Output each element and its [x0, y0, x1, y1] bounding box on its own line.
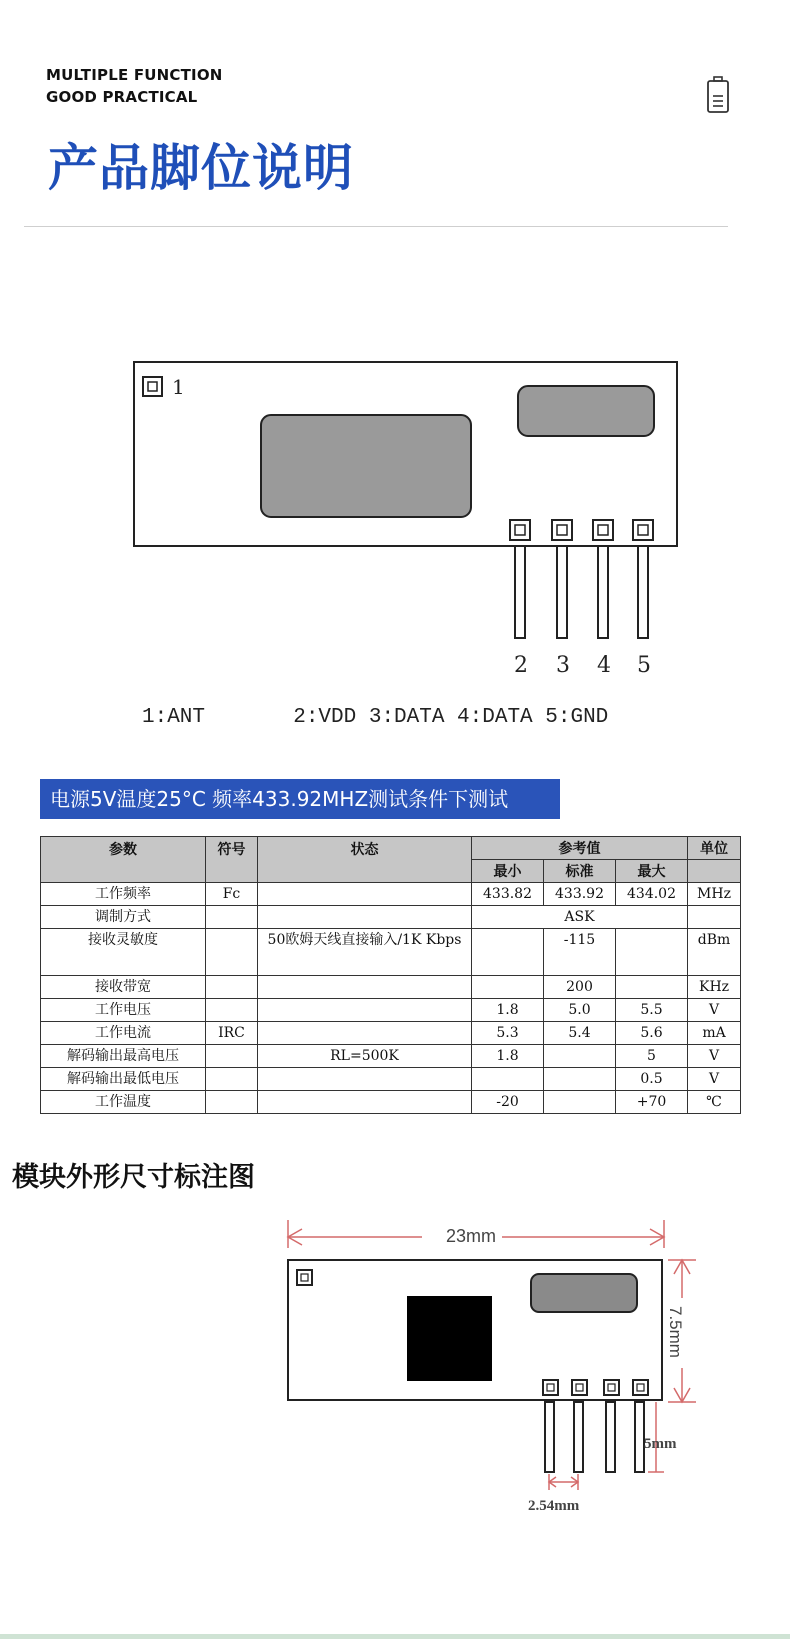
pin-length-label: 5mm: [644, 1436, 677, 1452]
cell-symbol: [206, 1091, 258, 1114]
cell-unit: mA: [688, 1022, 741, 1045]
table-row: [41, 929, 741, 976]
cell-state: 50欧姆天线直接输入/1K Kbps: [258, 929, 472, 976]
spec-table: [40, 836, 741, 1114]
cell-min: [472, 929, 544, 976]
cell-max: 5: [616, 1045, 688, 1068]
cell-param: 解码输出最高电压: [41, 1045, 206, 1068]
width-label: 23mm: [446, 1226, 497, 1246]
cell-symbol: [206, 929, 258, 976]
header-unit-blank: [688, 860, 741, 883]
cell-unit: ℃: [688, 1091, 741, 1114]
pin-diagram: [130, 350, 682, 680]
cell-param: 调制方式: [41, 906, 206, 929]
cell-state: RL=500K: [258, 1045, 472, 1068]
header-symbol: 符号: [206, 837, 258, 883]
cell-unit: V: [688, 1045, 741, 1068]
cell-min: 5.3: [472, 1022, 544, 1045]
battery-icon: [706, 76, 730, 114]
header-typ: 标准: [544, 860, 616, 883]
dim-main-chip: [407, 1296, 492, 1381]
cell-state: [258, 883, 472, 906]
pinout-legend: 1:ANT 2:VDD 3:DATA 4:DATA 5:GND: [142, 706, 609, 729]
cell-state: [258, 976, 472, 999]
cell-param: 工作频率: [41, 883, 206, 906]
cell-state: [258, 1091, 472, 1114]
header-divider: [24, 226, 728, 227]
cell-typ: 5.0: [544, 999, 616, 1022]
tagline-line2: GOOD PRACTICAL: [46, 88, 198, 106]
table-row: [41, 999, 741, 1022]
header-unit: 单位: [688, 837, 741, 860]
cell-param: 解码输出最低电压: [41, 1068, 206, 1091]
cell-typ: 200: [544, 976, 616, 999]
pin-number-3: 3: [556, 653, 570, 678]
cell-max: 5.6: [616, 1022, 688, 1045]
cell-param: 接收灵敏度: [41, 929, 206, 976]
header-max: 最大: [616, 860, 688, 883]
cell-min: [472, 1068, 544, 1091]
header-min: 最小: [472, 860, 544, 883]
cell-unit: KHz: [688, 976, 741, 999]
page-title: 产品脚位说明: [48, 139, 354, 197]
pin-number-4: 4: [597, 653, 611, 678]
table-row: [41, 1068, 741, 1091]
cell-typ: [544, 1091, 616, 1114]
cell-symbol: [206, 1045, 258, 1068]
cell-unit: MHz: [688, 883, 741, 906]
pitch-label: 2.54mm: [528, 1498, 580, 1514]
cell-min: 1.8: [472, 1045, 544, 1068]
cell-param: 工作温度: [41, 1091, 206, 1114]
cell-typ: -115: [544, 929, 616, 976]
cell-max: 434.02: [616, 883, 688, 906]
cell-merged-ref: ASK: [472, 906, 688, 929]
tagline: [46, 64, 223, 108]
header-state: 状态: [258, 837, 472, 883]
cell-state: [258, 1022, 472, 1045]
cell-max: 5.5: [616, 999, 688, 1022]
cell-symbol: [206, 976, 258, 999]
bottom-border: [0, 1634, 790, 1639]
cell-symbol: IRC: [206, 1022, 258, 1045]
cell-symbol: [206, 906, 258, 929]
cell-max: [616, 976, 688, 999]
cell-symbol: [206, 999, 258, 1022]
cell-state: [258, 1068, 472, 1091]
cell-symbol: Fc: [206, 883, 258, 906]
cell-state: [258, 906, 472, 929]
dim-crystal: [531, 1274, 637, 1312]
cell-param: 接收带宽: [41, 976, 206, 999]
dimension-diagram: [272, 1218, 712, 1528]
crystal-component: [518, 386, 654, 436]
cell-symbol: [206, 1068, 258, 1091]
cell-typ: [544, 1068, 616, 1091]
pin1-label: 1: [172, 375, 185, 399]
cell-state: [258, 999, 472, 1022]
dimension-title: 模块外形尺寸标注图: [12, 1162, 255, 1193]
pin-number-5: 5: [637, 653, 651, 678]
cell-max: [616, 929, 688, 976]
cell-min: -20: [472, 1091, 544, 1114]
cell-param: 工作电压: [41, 999, 206, 1022]
cell-typ: 5.4: [544, 1022, 616, 1045]
cell-min: [472, 976, 544, 999]
pitch-dimension: [549, 1474, 578, 1490]
header-reference: 参考值: [472, 837, 688, 860]
main-component: [261, 415, 471, 517]
cell-param: 工作电流: [41, 1022, 206, 1045]
cell-typ: 433.92: [544, 883, 616, 906]
cell-unit: V: [688, 1068, 741, 1091]
height-label: 7.5mm: [666, 1306, 685, 1358]
cell-max: 0.5: [616, 1068, 688, 1091]
tagline-line1: MULTIPLE FUNCTION: [46, 66, 223, 84]
cell-unit: dBm: [688, 929, 741, 976]
table-row: [41, 883, 741, 906]
cell-typ: [544, 1045, 616, 1068]
header-param: 参数: [41, 837, 206, 883]
cell-min: 1.8: [472, 999, 544, 1022]
table-row: [41, 906, 741, 929]
cell-min: 433.82: [472, 883, 544, 906]
conditions-banner: 电源5V温度25°C 频率433.92MHZ测试条件下测试: [40, 779, 560, 819]
table-row: [41, 1045, 741, 1068]
table-row: [41, 976, 741, 999]
cell-unit: [688, 906, 741, 929]
cell-unit: V: [688, 999, 741, 1022]
table-row: [41, 1022, 741, 1045]
pin-number-2: 2: [514, 653, 528, 678]
cell-max: +70: [616, 1091, 688, 1114]
table-row: [41, 1091, 741, 1114]
